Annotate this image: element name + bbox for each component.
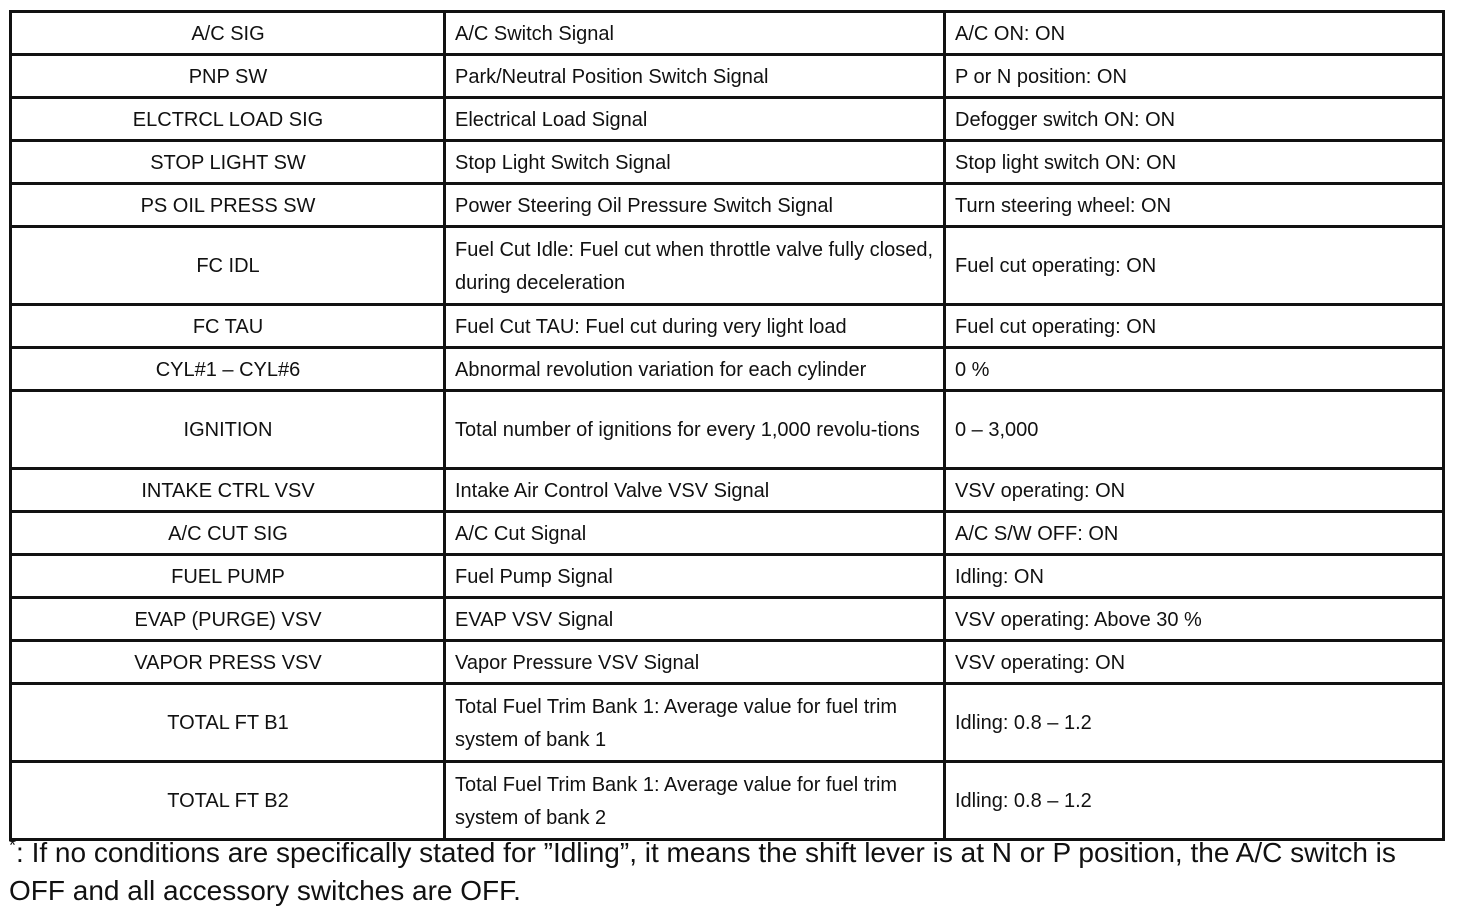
description-cell: Fuel Cut Idle: Fuel cut when throttle valve fully closed, during deceleration <box>445 227 945 305</box>
condition-cell: Idling: 0.8 – 1.2 <box>945 684 1444 762</box>
description-cell: Total Fuel Trim Bank 1: Average value for fuel trim system of bank 1 <box>445 684 945 762</box>
footnote-text: : If no conditions are specifically stated for ”Idling”, it means the shift lever is at N or P position, the A/C switch is OFF and all accessory switches are OFF. <box>9 837 1396 906</box>
item-cell: TOTAL FT B2 <box>11 762 445 840</box>
item-cell: VAPOR PRESS VSV <box>11 641 445 684</box>
table-row <box>11 55 1444 98</box>
condition-cell: VSV operating: ON <box>945 641 1444 684</box>
description-cell: Abnormal revolution variation for each cylinder <box>445 348 945 391</box>
description-cell: Park/Neutral Position Switch Signal <box>445 55 945 98</box>
description-cell: EVAP VSV Signal <box>445 598 945 641</box>
table-row <box>11 98 1444 141</box>
item-cell: A/C CUT SIG <box>11 512 445 555</box>
description-cell: Fuel Pump Signal <box>445 555 945 598</box>
condition-cell: Idling: 0.8 – 1.2 <box>945 762 1444 840</box>
condition-cell: 0 % <box>945 348 1444 391</box>
item-cell: CYL#1 – CYL#6 <box>11 348 445 391</box>
item-cell: FC IDL <box>11 227 445 305</box>
item-cell: IGNITION <box>11 391 445 469</box>
item-cell: ELCTRCL LOAD SIG <box>11 98 445 141</box>
item-cell: FC TAU <box>11 305 445 348</box>
footnote-marker: * <box>9 835 17 856</box>
table-row <box>11 598 1444 641</box>
condition-cell: VSV operating: ON <box>945 469 1444 512</box>
description-cell: Total number of ignitions for every 1,000 revolu-tions <box>445 391 945 469</box>
item-cell: STOP LIGHT SW <box>11 141 445 184</box>
table-row <box>11 12 1444 55</box>
condition-cell: P or N position: ON <box>945 55 1444 98</box>
condition-cell: Idling: ON <box>945 555 1444 598</box>
table-row <box>11 227 1444 305</box>
table-row <box>11 512 1444 555</box>
description-cell: Total Fuel Trim Bank 1: Average value for fuel trim system of bank 2 <box>445 762 945 840</box>
description-cell: Intake Air Control Valve VSV Signal <box>445 469 945 512</box>
condition-cell: A/C ON: ON <box>945 12 1444 55</box>
condition-cell: Fuel cut operating: ON <box>945 227 1444 305</box>
item-cell: TOTAL FT B1 <box>11 684 445 762</box>
description-cell: Power Steering Oil Pressure Switch Signal <box>445 184 945 227</box>
description-cell: A/C Cut Signal <box>445 512 945 555</box>
table-row <box>11 684 1444 762</box>
item-cell: EVAP (PURGE) VSV <box>11 598 445 641</box>
footnote <box>9 834 1459 910</box>
table-row <box>11 762 1444 840</box>
table-row <box>11 469 1444 512</box>
condition-cell: A/C S/W OFF: ON <box>945 512 1444 555</box>
item-cell: FUEL PUMP <box>11 555 445 598</box>
item-cell: A/C SIG <box>11 12 445 55</box>
table-row <box>11 184 1444 227</box>
item-cell: PS OIL PRESS SW <box>11 184 445 227</box>
description-cell: A/C Switch Signal <box>445 12 945 55</box>
table-row <box>11 641 1444 684</box>
condition-cell: Stop light switch ON: ON <box>945 141 1444 184</box>
description-cell: Stop Light Switch Signal <box>445 141 945 184</box>
table-row <box>11 555 1444 598</box>
item-cell: INTAKE CTRL VSV <box>11 469 445 512</box>
item-cell: PNP SW <box>11 55 445 98</box>
description-cell: Fuel Cut TAU: Fuel cut during very light load <box>445 305 945 348</box>
description-cell: Electrical Load Signal <box>445 98 945 141</box>
condition-cell: Defogger switch ON: ON <box>945 98 1444 141</box>
description-cell: Vapor Pressure VSV Signal <box>445 641 945 684</box>
condition-cell: 0 – 3,000 <box>945 391 1444 469</box>
condition-cell: Turn steering wheel: ON <box>945 184 1444 227</box>
table-row <box>11 348 1444 391</box>
table-row <box>11 305 1444 348</box>
condition-cell: Fuel cut operating: ON <box>945 305 1444 348</box>
condition-cell: VSV operating: Above 30 % <box>945 598 1444 641</box>
table-row <box>11 391 1444 469</box>
diagnostic-data-table <box>9 10 1445 841</box>
table-row <box>11 141 1444 184</box>
